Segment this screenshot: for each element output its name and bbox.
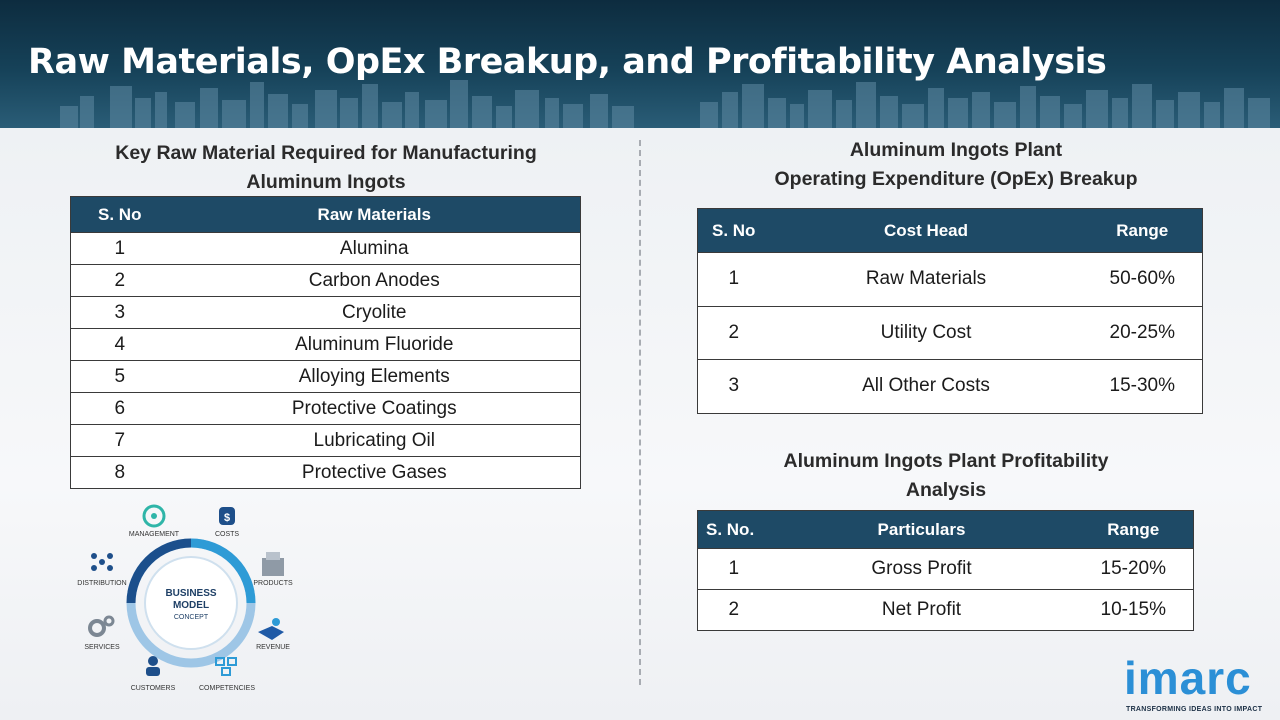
management-icon (144, 506, 164, 526)
products-icon (262, 552, 284, 576)
table-cell: 2 (698, 590, 770, 631)
imarc-logo (1124, 652, 1274, 718)
table-cell: 15-20% (1074, 549, 1194, 590)
table-cell: 5 (71, 361, 169, 393)
table-row (71, 393, 581, 425)
table-row (698, 549, 1194, 590)
business-model-wheel (76, 500, 306, 700)
table-cell: All Other Costs (770, 360, 1083, 414)
profitability-caption: Aluminum Ingots Plant Profitability Analysis (783, 450, 1109, 501)
table-cell: Net Profit (770, 590, 1074, 631)
bmc-center-line2: MODEL (172, 600, 210, 611)
page-title: Raw Materials, OpEx Breakup, and Profitability Analysis (28, 42, 1107, 82)
opex-caption: Aluminum Ingots Plant Operating Expenditure (OpEx) Breakup (774, 139, 1138, 190)
table-cell: Protective Coatings (169, 393, 581, 425)
raw-materials-table (70, 196, 581, 489)
bmc-label-revenue: REVENUE (256, 644, 290, 651)
bmc-center-line1: BUSINESS (165, 588, 217, 599)
bmc-label-competencies: COMPETENCIES (198, 685, 255, 692)
customers-icon (146, 656, 160, 676)
bmc-label-management: MANAGEMENT (128, 531, 180, 538)
table-row (698, 306, 1203, 360)
table-cell: Gross Profit (770, 549, 1074, 590)
column-header: Cost Head (770, 209, 1083, 253)
table-cell: 15-30% (1083, 360, 1203, 414)
bmc-label-services: SERVICES (84, 644, 120, 651)
bmc-label-distribution: DISTRIBUTION (77, 580, 127, 587)
table-row (71, 457, 581, 489)
table-cell: 8 (71, 457, 169, 489)
table-row (698, 360, 1203, 414)
table-cell: Protective Gases (169, 457, 581, 489)
column-header: Range (1074, 511, 1194, 549)
table-row (698, 590, 1194, 631)
table-cell: Alumina (169, 233, 581, 265)
services-icon (90, 617, 113, 635)
table-row (71, 297, 581, 329)
table-cell: 1 (71, 233, 169, 265)
table-cell: 1 (698, 549, 770, 590)
column-header: S. No (698, 209, 770, 253)
table-cell: Carbon Anodes (169, 265, 581, 297)
column-header: S. No. (698, 511, 770, 549)
table-cell: Lubricating Oil (169, 425, 581, 457)
table-cell: 4 (71, 329, 169, 361)
table-cell: 50-60% (1083, 253, 1203, 307)
column-header: Raw Materials (169, 197, 581, 233)
distribution-icon (91, 553, 113, 571)
column-header: Range (1083, 209, 1203, 253)
business-model-graphic (76, 500, 306, 700)
table-cell: 7 (71, 425, 169, 457)
bmc-label-customers: CUSTOMERS (130, 685, 176, 692)
table-cell: Aluminum Fluoride (169, 329, 581, 361)
logo-wordmark: imarc (1124, 652, 1252, 704)
bmc-label-costs: COSTS (214, 531, 240, 538)
table-cell: 10-15% (1074, 590, 1194, 631)
table-cell: 3 (71, 297, 169, 329)
header-banner (0, 0, 1280, 128)
table-cell: Alloying Elements (169, 361, 581, 393)
table-cell: 2 (698, 306, 770, 360)
bmc-center-line3: CONCEPT (173, 614, 209, 621)
table-row (71, 425, 581, 457)
table-row (698, 253, 1203, 307)
city-skyline-graphic (0, 78, 1280, 128)
column-header: S. No (71, 197, 169, 233)
table-row (71, 329, 581, 361)
table-cell: 3 (698, 360, 770, 414)
table-cell: Cryolite (169, 297, 581, 329)
svg-text:$: $ (223, 512, 231, 524)
logo-tagline: TRANSFORMING IDEAS INTO IMPACT (1126, 706, 1263, 713)
revenue-icon (258, 618, 284, 640)
table-cell: 1 (698, 253, 770, 307)
table-row (71, 233, 581, 265)
column-header: Particulars (770, 511, 1074, 549)
table-cell: Raw Materials (770, 253, 1083, 307)
table-row (71, 265, 581, 297)
table-cell: 20-25% (1083, 306, 1203, 360)
table-cell: 2 (71, 265, 169, 297)
column-divider (639, 140, 641, 685)
opex-table (697, 208, 1203, 414)
raw-materials-caption: Key Raw Material Required for Manufacturing Aluminum Ingots (115, 142, 537, 193)
bmc-label-products: PRODUCTS (253, 580, 293, 587)
table-cell: Utility Cost (770, 306, 1083, 360)
table-row (71, 361, 581, 393)
costs-icon (219, 507, 235, 525)
profitability-table (697, 510, 1194, 631)
table-cell: 6 (71, 393, 169, 425)
